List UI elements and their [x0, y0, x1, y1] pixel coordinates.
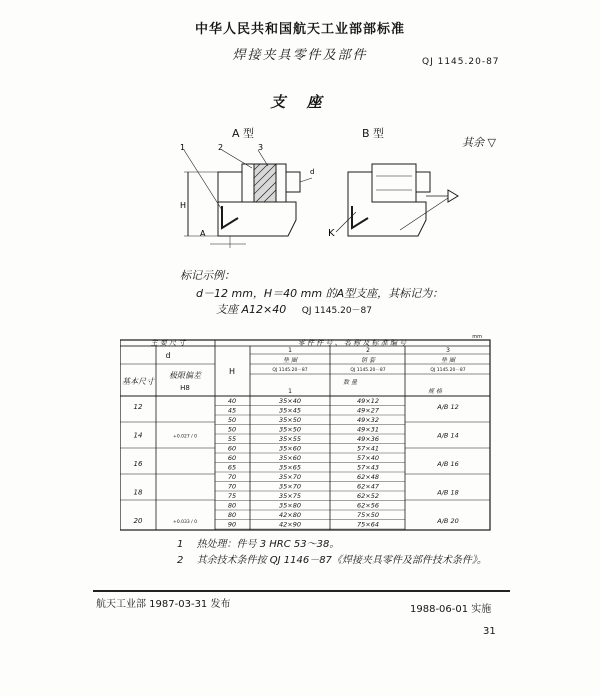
qty-label: 数 量 — [343, 379, 357, 386]
cell-h: 80 — [227, 501, 237, 510]
col-d-label: d — [165, 351, 171, 360]
cell-d-basic: 16 — [133, 460, 143, 468]
cell-part1-size: 35×55 — [279, 435, 301, 443]
cell-part2-size: 62×48 — [357, 473, 379, 481]
cell-d-basic: 20 — [133, 517, 143, 525]
part3-no: 3 — [446, 347, 450, 354]
part3-name: 垫 圈 — [441, 357, 455, 364]
part3-code: QJ 1145.20－87 — [430, 368, 466, 373]
cell-d-basic: 18 — [133, 488, 143, 497]
issued-date: 航天工业部 1987-03-31 发布 — [96, 599, 231, 610]
cell-h: 60 — [227, 444, 237, 453]
type-b-body — [348, 172, 426, 236]
col-tolerance-code: H8 — [180, 384, 190, 392]
dimension-table — [120, 334, 500, 534]
cell-h: 50 — [227, 416, 237, 424]
cell-part1-size: 42×90 — [279, 520, 301, 529]
type-a-section — [222, 206, 238, 228]
cell-part3-size: A/B 14 — [437, 431, 459, 440]
note-1-number: 1 — [177, 539, 184, 550]
cell-part2-size: 49×32 — [357, 416, 379, 424]
cell-part1-size: 35×80 — [279, 501, 301, 510]
cell-h: 40 — [227, 397, 237, 405]
type-a-label: A 型 — [232, 127, 255, 140]
note-1-text: 热处理：件号 3 HRC 53～38。 — [196, 539, 340, 550]
type-b-label: B 型 — [362, 127, 385, 140]
cell-part2-size: 57×40 — [357, 454, 379, 462]
header-parts: 零 件 件 号 、 名 称 及 标 准 编 号 — [297, 339, 407, 347]
cell-h: 45 — [227, 406, 237, 415]
cell-d-basic: 14 — [133, 431, 143, 440]
cell-part2-size: 49×12 — [357, 397, 379, 405]
cell-h: 55 — [227, 435, 237, 443]
cell-part3-size: A/B 16 — [437, 460, 459, 468]
col-h-label: H — [228, 367, 236, 376]
note-2-number: 2 — [177, 555, 184, 566]
cell-part2-size: 62×47 — [357, 482, 379, 491]
cell-h: 80 — [227, 511, 237, 519]
col-basic-size: 基本尺寸 — [122, 377, 154, 386]
standard-code: QJ 1145.20-87 — [422, 57, 500, 67]
cell-part2-size: 57×41 — [357, 444, 379, 453]
marking-example-label: 标记示例： — [180, 269, 235, 282]
cell-part2-size: 49×27 — [357, 406, 379, 415]
table-cells — [134, 397, 459, 529]
callout-1-label: 1 — [180, 143, 186, 152]
cell-part1-size: 35×60 — [279, 444, 301, 453]
cell-part2-size: 62×52 — [357, 492, 379, 500]
cell-part2-size: 49×31 — [357, 425, 379, 434]
cell-part3-size: A/B 12 — [437, 403, 459, 411]
marking-code: QJ 1145.20－87 — [301, 306, 373, 316]
cell-part1-size: 35×40 — [279, 397, 301, 405]
dim-d-label: d — [310, 168, 315, 176]
standard-title: 中华人民共和国航天工业部部标准 — [194, 22, 405, 37]
cell-part2-size: 49×36 — [357, 435, 379, 443]
cell-tolerance: +0.027 / 0 — [173, 434, 197, 440]
dim-a-label: A — [200, 229, 206, 238]
dim-h-label: H — [180, 201, 187, 210]
part-title: 支 座 — [270, 93, 330, 111]
cell-h: 60 — [227, 454, 237, 462]
part1-no: 1 — [288, 347, 292, 354]
callout-3-label: 3 — [258, 143, 264, 152]
section-k-label: K — [328, 228, 335, 239]
page-number: 31 — [483, 626, 496, 637]
cell-part1-size: 35×70 — [279, 482, 301, 491]
header-main-dims: 主 要 尺 寸 — [150, 339, 186, 347]
cell-h: 90 — [227, 520, 237, 529]
footer-rule — [93, 590, 510, 592]
marking-mark: 支座 A12×40 — [216, 303, 287, 316]
marking-example-mark — [216, 301, 372, 317]
part2-name: 销 套 — [361, 357, 375, 364]
technical-drawing — [160, 140, 480, 250]
type-a-pin — [286, 172, 300, 192]
callout-2-label: 2 — [218, 143, 224, 152]
cell-part1-size: 42×80 — [279, 511, 301, 519]
qty-value: 1 — [288, 388, 292, 395]
cell-part1-size: 35×70 — [279, 473, 301, 481]
size-label: 规 格 — [428, 388, 442, 395]
document-subtitle: 焊接夹具零件及部件 — [232, 48, 368, 63]
cell-part2-size: 57×43 — [357, 463, 379, 472]
part2-code: QJ 1145.20－87 — [350, 368, 386, 373]
part1-name: 垫 圈 — [283, 357, 297, 364]
cell-part3-size: A/B 20 — [437, 517, 459, 525]
col-tolerance: 极限偏差 — [169, 371, 201, 380]
table-corner-note: mm — [472, 334, 482, 340]
cell-part3-size: A/B 18 — [437, 488, 459, 497]
cell-part1-size: 35×50 — [279, 416, 301, 424]
cell-h: 65 — [227, 463, 237, 472]
cell-part1-size: 35×45 — [279, 406, 301, 415]
cell-h: 75 — [227, 492, 237, 500]
cell-part2-size: 62×56 — [357, 501, 379, 510]
cell-d-basic: 12 — [133, 403, 143, 411]
cell-part1-size: 35×60 — [279, 454, 301, 462]
cell-tolerance: +0.033 / 0 — [173, 520, 197, 525]
note-1 — [177, 535, 339, 550]
effective-date: 1988-06-01 实施 — [410, 604, 492, 615]
cell-h: 50 — [227, 425, 237, 434]
roughness-symbol-icon: ▽ — [487, 136, 496, 149]
roughness-label: 其余 — [462, 136, 484, 149]
note-2-text: 其余技术条件按 QJ 1146－87《焊接夹具零件及部件技术条件》。 — [196, 555, 487, 566]
cell-h: 70 — [227, 482, 237, 491]
marking-example-desc: d－12 mm，H＝40 mm 的A型支座，其标记为： — [196, 287, 444, 300]
part2-no: 2 — [366, 347, 370, 354]
cell-part1-size: 35×75 — [279, 492, 301, 500]
cell-part1-size: 35×65 — [279, 463, 301, 472]
cell-part2-size: 75×64 — [357, 520, 379, 529]
cell-h: 70 — [227, 473, 237, 481]
cell-part1-size: 35×50 — [279, 425, 301, 434]
cell-part2-size: 75×50 — [357, 511, 379, 519]
note-2 — [177, 551, 487, 566]
part1-code: QJ 1145.20－87 — [272, 368, 308, 373]
